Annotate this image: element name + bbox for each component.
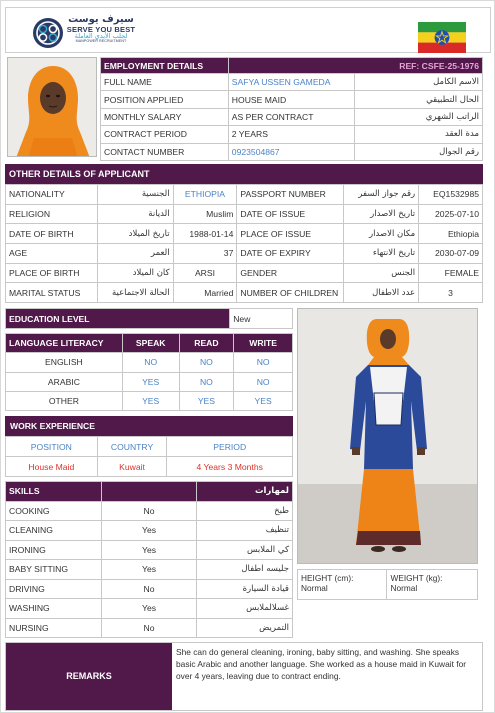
- detail-label-arabic: العمر: [97, 244, 173, 264]
- work-position: House Maid: [6, 457, 98, 477]
- education-table: [5, 308, 293, 329]
- read-value: NO: [179, 353, 234, 372]
- employment-value: SAFYA USSEN GAMEDA: [228, 74, 354, 91]
- detail-label-arabic: الجنسية: [97, 185, 173, 205]
- other-details-row: [6, 204, 483, 224]
- detail-label-arabic: عدد الاطفال: [344, 283, 419, 303]
- skill-name: WASHING: [6, 599, 102, 619]
- language-literacy-table: [5, 333, 293, 411]
- detail-label: NATIONALITY: [6, 185, 98, 205]
- skills-title-arabic: لمهارات: [197, 482, 293, 502]
- ethiopia-flag-icon: [418, 22, 466, 53]
- speak-header: SPEAK: [122, 334, 179, 353]
- employment-label: FULL NAME: [101, 74, 229, 91]
- language-row: [6, 391, 293, 410]
- remarks-label: REMARKS: [6, 643, 172, 710]
- detail-value: Married: [173, 283, 237, 303]
- detail-label: PASSPORT NUMBER: [237, 185, 344, 205]
- company-logo-icon: [32, 17, 64, 49]
- skill-value: Yes: [101, 521, 196, 541]
- speak-value: YES: [122, 372, 179, 391]
- employment-label-arabic: مدة العقد: [354, 126, 482, 143]
- work-experience-row: [6, 457, 293, 477]
- skill-value: Yes: [101, 540, 196, 560]
- write-value: NO: [234, 353, 293, 372]
- employment-value: AS PER CONTRACT: [228, 108, 354, 125]
- detail-label: RELIGION: [6, 204, 98, 224]
- write-value: YES: [234, 391, 293, 410]
- write-value: NO: [234, 372, 293, 391]
- write-header: WRITE: [234, 334, 293, 353]
- employment-label: CONTRACT PERIOD: [101, 126, 229, 143]
- detail-value: Ethiopia: [419, 224, 483, 244]
- detail-value: Muslim: [173, 204, 237, 224]
- skill-name-arabic: التمريض: [197, 618, 293, 638]
- employment-row: [101, 126, 483, 143]
- detail-label: GENDER: [237, 263, 344, 283]
- employment-row: [101, 143, 483, 160]
- detail-label-arabic: تاريخ الانتهاء: [344, 244, 419, 264]
- detail-value: ARSI: [173, 263, 237, 283]
- weight-label: WEIGHT (kg):: [390, 573, 443, 583]
- detail-value: EQ1532985: [419, 185, 483, 205]
- applicant-full-body-photo: [297, 308, 478, 564]
- employment-value: 2 YEARS: [228, 126, 354, 143]
- language-row: [6, 372, 293, 391]
- employment-label-arabic: رقم الجوال: [354, 143, 482, 160]
- work-country: Kuwait: [97, 457, 167, 477]
- other-details-table: [5, 184, 483, 303]
- header-bar: [5, 7, 491, 53]
- measurements-table: [297, 569, 478, 600]
- height-cell: [298, 570, 387, 600]
- employment-label-arabic: الاسم الكامل: [354, 74, 482, 91]
- detail-value: 1988-01-14: [173, 224, 237, 244]
- skill-row: [6, 618, 293, 638]
- company-tagline-english: MANPOWER RECRUITMENT: [75, 39, 127, 44]
- position-header: POSITION: [6, 437, 98, 457]
- weight-value: Normal: [390, 583, 418, 594]
- skill-value: No: [101, 501, 196, 521]
- employment-details-table: [100, 57, 483, 161]
- language-name: ENGLISH: [6, 353, 123, 372]
- skill-row: [6, 599, 293, 619]
- other-details-row: [6, 263, 483, 283]
- language-row: [6, 353, 293, 372]
- language-header: LANGUAGE LITERACY: [6, 334, 123, 353]
- company-tagline-arabic: لجلب الأيدي العاملة: [74, 32, 128, 41]
- education-level-value: New: [230, 309, 293, 329]
- skill-name: CLEANING: [6, 521, 102, 541]
- detail-label-arabic: كان الميلاد: [97, 263, 173, 283]
- detail-label: PLACE OF BIRTH: [6, 263, 98, 283]
- skill-value: No: [101, 618, 196, 638]
- skill-row: [6, 501, 293, 521]
- skill-row: [6, 521, 293, 541]
- company-name-arabic: سيرف يوست: [68, 14, 134, 25]
- detail-label-arabic: مكان الاصدار: [344, 224, 419, 244]
- period-header: PERIOD: [167, 437, 293, 457]
- work-experience-table: [5, 436, 293, 477]
- skill-value: No: [101, 579, 196, 599]
- detail-value: 2030-07-09: [419, 244, 483, 264]
- detail-label: DATE OF ISSUE: [237, 204, 344, 224]
- detail-value: 37: [173, 244, 237, 264]
- detail-label: MARITAL STATUS: [6, 283, 98, 303]
- skill-name: IRONING: [6, 540, 102, 560]
- remarks-section: [5, 642, 483, 711]
- employment-label: MONTHLY SALARY: [101, 108, 229, 125]
- employment-row: [101, 91, 483, 108]
- employment-value: HOUSE MAID: [228, 91, 354, 108]
- employment-row: [101, 74, 483, 91]
- reference-number: REF: CSFE-25-1976: [399, 60, 479, 71]
- skill-value: Yes: [101, 560, 196, 580]
- skill-name: BABY SITTING: [6, 560, 102, 580]
- employment-label: CONTACT NUMBER: [101, 143, 229, 160]
- skill-name: DRIVING: [6, 579, 102, 599]
- company-name-block: [66, 15, 136, 44]
- detail-label: DATE OF EXPIRY: [237, 244, 344, 264]
- employment-label-arabic: الحال التطبيقي: [354, 91, 482, 108]
- height-label: HEIGHT (cm):: [301, 573, 354, 583]
- skill-row: [6, 540, 293, 560]
- detail-label: DATE OF BIRTH: [6, 224, 98, 244]
- remarks-text: She can do general cleaning, ironing, baby sitting, and washing. She speaks basic Arabic and another language. She worked as a house maid in Kuwait for over 4 years, leaving due to contract ending.: [176, 647, 467, 682]
- skill-name-arabic: تنظيف: [197, 521, 293, 541]
- skill-name: NURSING: [6, 618, 102, 638]
- detail-label-arabic: الحالة الاجتماعية: [97, 283, 173, 303]
- company-name-english: SERVE YOU BEST: [66, 24, 136, 34]
- skill-name: COOKING: [6, 501, 102, 521]
- other-details-row: [6, 283, 483, 303]
- detail-label-arabic: تاريخ الاصدار: [344, 204, 419, 224]
- detail-label: AGE: [6, 244, 98, 264]
- skill-name-arabic: قيادة السيارة: [197, 579, 293, 599]
- skill-value: Yes: [101, 599, 196, 619]
- other-details-row: [6, 185, 483, 205]
- detail-value: FEMALE: [419, 263, 483, 283]
- height-value: Normal: [301, 583, 328, 594]
- country-header: COUNTRY: [97, 437, 167, 457]
- other-details-row: [6, 244, 483, 264]
- skill-name-arabic: غسلالملابس: [197, 599, 293, 619]
- detail-label-arabic: الديانة: [97, 204, 173, 224]
- skill-name-arabic: طبخ: [197, 501, 293, 521]
- detail-label-arabic: رقم جواز السفر: [344, 185, 419, 205]
- contact-number-value: 0923504867: [228, 143, 354, 160]
- other-details-row: [6, 224, 483, 244]
- employment-row: [101, 108, 483, 125]
- skills-title: SKILLS: [6, 482, 102, 502]
- language-name: OTHER: [6, 391, 123, 410]
- work-period: 4 Years 3 Months: [167, 457, 293, 477]
- detail-label: PLACE OF ISSUE: [237, 224, 344, 244]
- language-name: ARABIC: [6, 372, 123, 391]
- detail-label-arabic: الجنس: [344, 263, 419, 283]
- detail-label-arabic: تاريخ الميلاد: [97, 224, 173, 244]
- skill-row: [6, 560, 293, 580]
- weight-cell: [387, 570, 478, 600]
- employment-label-arabic: الراتب الشهري: [354, 108, 482, 125]
- skill-name-arabic: كي الملابس: [197, 540, 293, 560]
- skill-name-arabic: جليسه اطفال: [197, 560, 293, 580]
- speak-value: YES: [122, 391, 179, 410]
- detail-value: 3: [419, 283, 483, 303]
- speak-value: NO: [122, 353, 179, 372]
- applicant-portrait-photo: [7, 57, 97, 157]
- read-header: READ: [179, 334, 234, 353]
- read-value: NO: [179, 372, 234, 391]
- skills-table: [5, 481, 293, 638]
- detail-label: NUMBER OF CHILDREN: [237, 283, 344, 303]
- read-value: YES: [179, 391, 234, 410]
- other-details-title: OTHER DETAILS OF APPLICANT: [5, 164, 483, 184]
- education-level-label: EDUCATION LEVEL: [6, 309, 230, 329]
- employment-details-title: EMPLOYMENT DETAILS: [101, 58, 229, 74]
- detail-value: ETHIOPIA: [173, 185, 237, 205]
- employment-label: POSITION APPLIED: [101, 91, 229, 108]
- detail-value: 2025-07-10: [419, 204, 483, 224]
- work-experience-title: WORK EXPERIENCE: [5, 416, 293, 436]
- skill-row: [6, 579, 293, 599]
